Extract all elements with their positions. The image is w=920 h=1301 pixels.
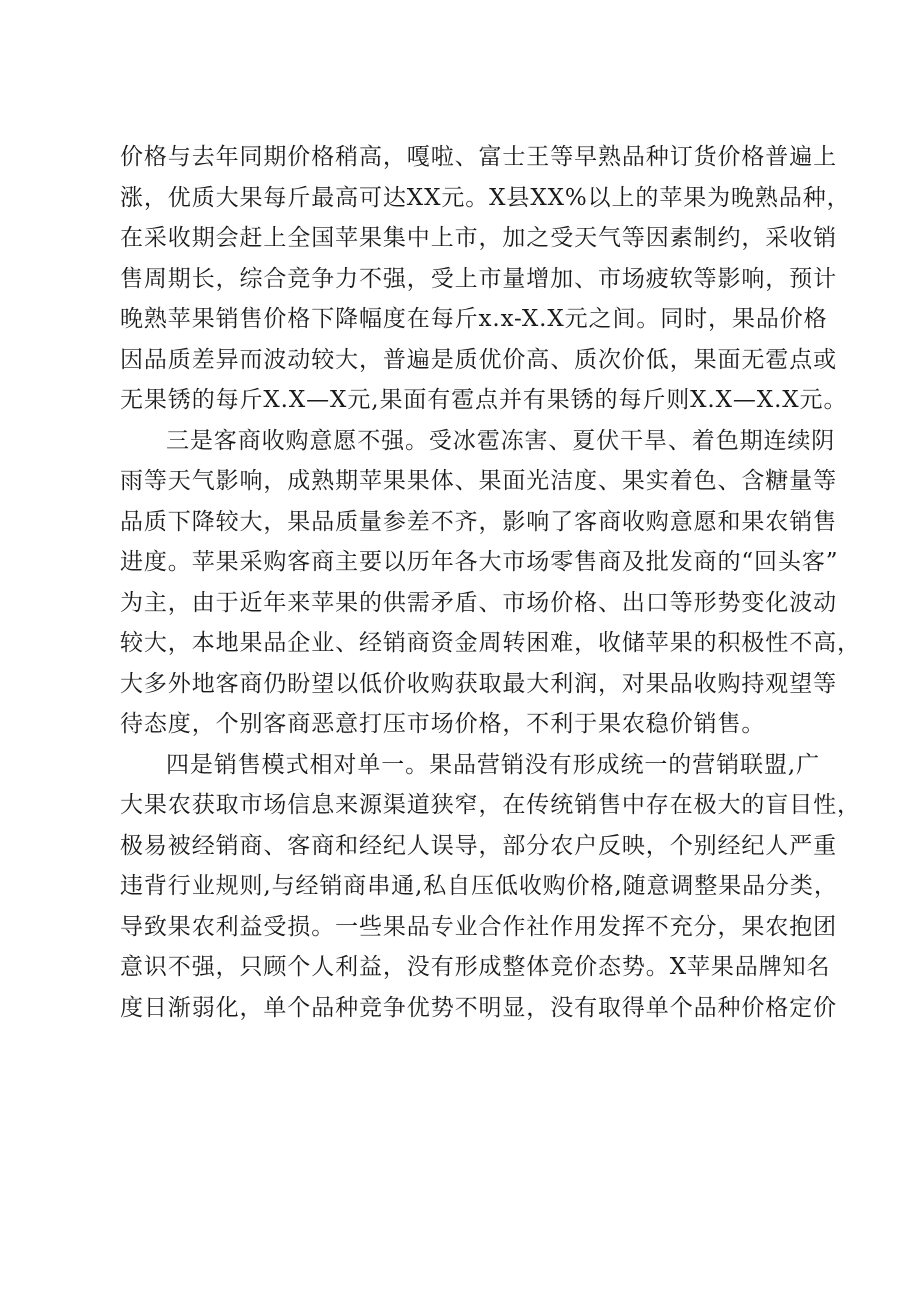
text-line: 价格与去年同期价格稍高，嘎啦、富士王等早熟品种订货价格普遍上 xyxy=(120,144,837,170)
paragraph-price-continuation xyxy=(120,137,851,421)
text-line: 品质下降较大，果品质量参差不齐，影响了客商收购意愿和果农销售 xyxy=(120,508,837,535)
text-line: 意识不强，只顾个人利益，没有形成整体竞价态势。X苹果品牌知名 xyxy=(120,954,831,980)
text-line: 度日渐弱化，单个品种竞争优势不明显，没有取得单个品种价格定价 xyxy=(120,994,837,1021)
text-line: 无果锈的每斤X.X—X元,果面有雹点并有果锈的每斤则X.X—X.X元。 xyxy=(120,387,848,413)
text-line: 为主，由于近年来苹果的供需矛盾、市场价格、出口等形势变化波动 xyxy=(120,589,837,616)
text-line: 四是销售模式相对单一。果品营销没有形成统一的营销联盟,广 xyxy=(166,751,820,778)
text-line: 涨，优质大果每斤最高可达XX元。X县XX%以上的苹果为晚熟品种， xyxy=(120,184,851,211)
text-line: 极易被经销商、客商和经纪人误导，部分农户反映，个别经纪人严重 xyxy=(120,832,837,859)
text-line: 因品质差异而波动较大，普遍是质优价高、质次价低，果面无雹点或 xyxy=(120,346,837,373)
text-line: 晚熟苹果销售价格下降幅度在每斤x.x-X.X元之间。同时，果品价格 xyxy=(120,306,828,332)
text-line: 三是客商收购意愿不强。受冰雹冻害、夏伏干旱、着色期连续阴 xyxy=(166,427,836,454)
text-line: 违背行业规则,与经销商串通,私自压低收购价格,随意调整果品分类， xyxy=(120,873,838,899)
text-line: 大多外地客商仍盼望以低价收购获取最大利润，对果品收购持观望等 xyxy=(120,670,837,697)
text-line: 导致果农利益受损。一些果品专业合作社作用发挥不充分，果农抱团 xyxy=(120,913,837,940)
text-line: 进度。苹果采购客商主要以历年各大市场零售商及批发商的“回头客” xyxy=(120,549,839,575)
text-line: 售周期长，综合竞争力不强，受上市量增加、市场疲软等影响，预计 xyxy=(120,265,837,292)
paragraph-sales-mode xyxy=(120,745,861,1029)
text-line: 待态度，个别客商恶意打压市场价格，不利于果农稳价销售。 xyxy=(120,711,766,737)
paragraph-buyer-willingness xyxy=(120,421,861,745)
text-line: 大果农获取市场信息来源渠道狭窄，在传统销售中存在极大的盲目性， xyxy=(120,792,861,818)
text-line: 在采收期会赶上全国苹果集中上市，加之受天气等因素制约，采收销 xyxy=(120,225,837,251)
body-text xyxy=(120,137,861,1028)
text-line: 较大，本地果品企业、经销商资金周转困难，收储苹果的积极性不高， xyxy=(120,630,861,656)
text-line: 雨等天气影响，成熟期苹果果体、果面光洁度、果实着色、含糖量等 xyxy=(120,468,837,494)
